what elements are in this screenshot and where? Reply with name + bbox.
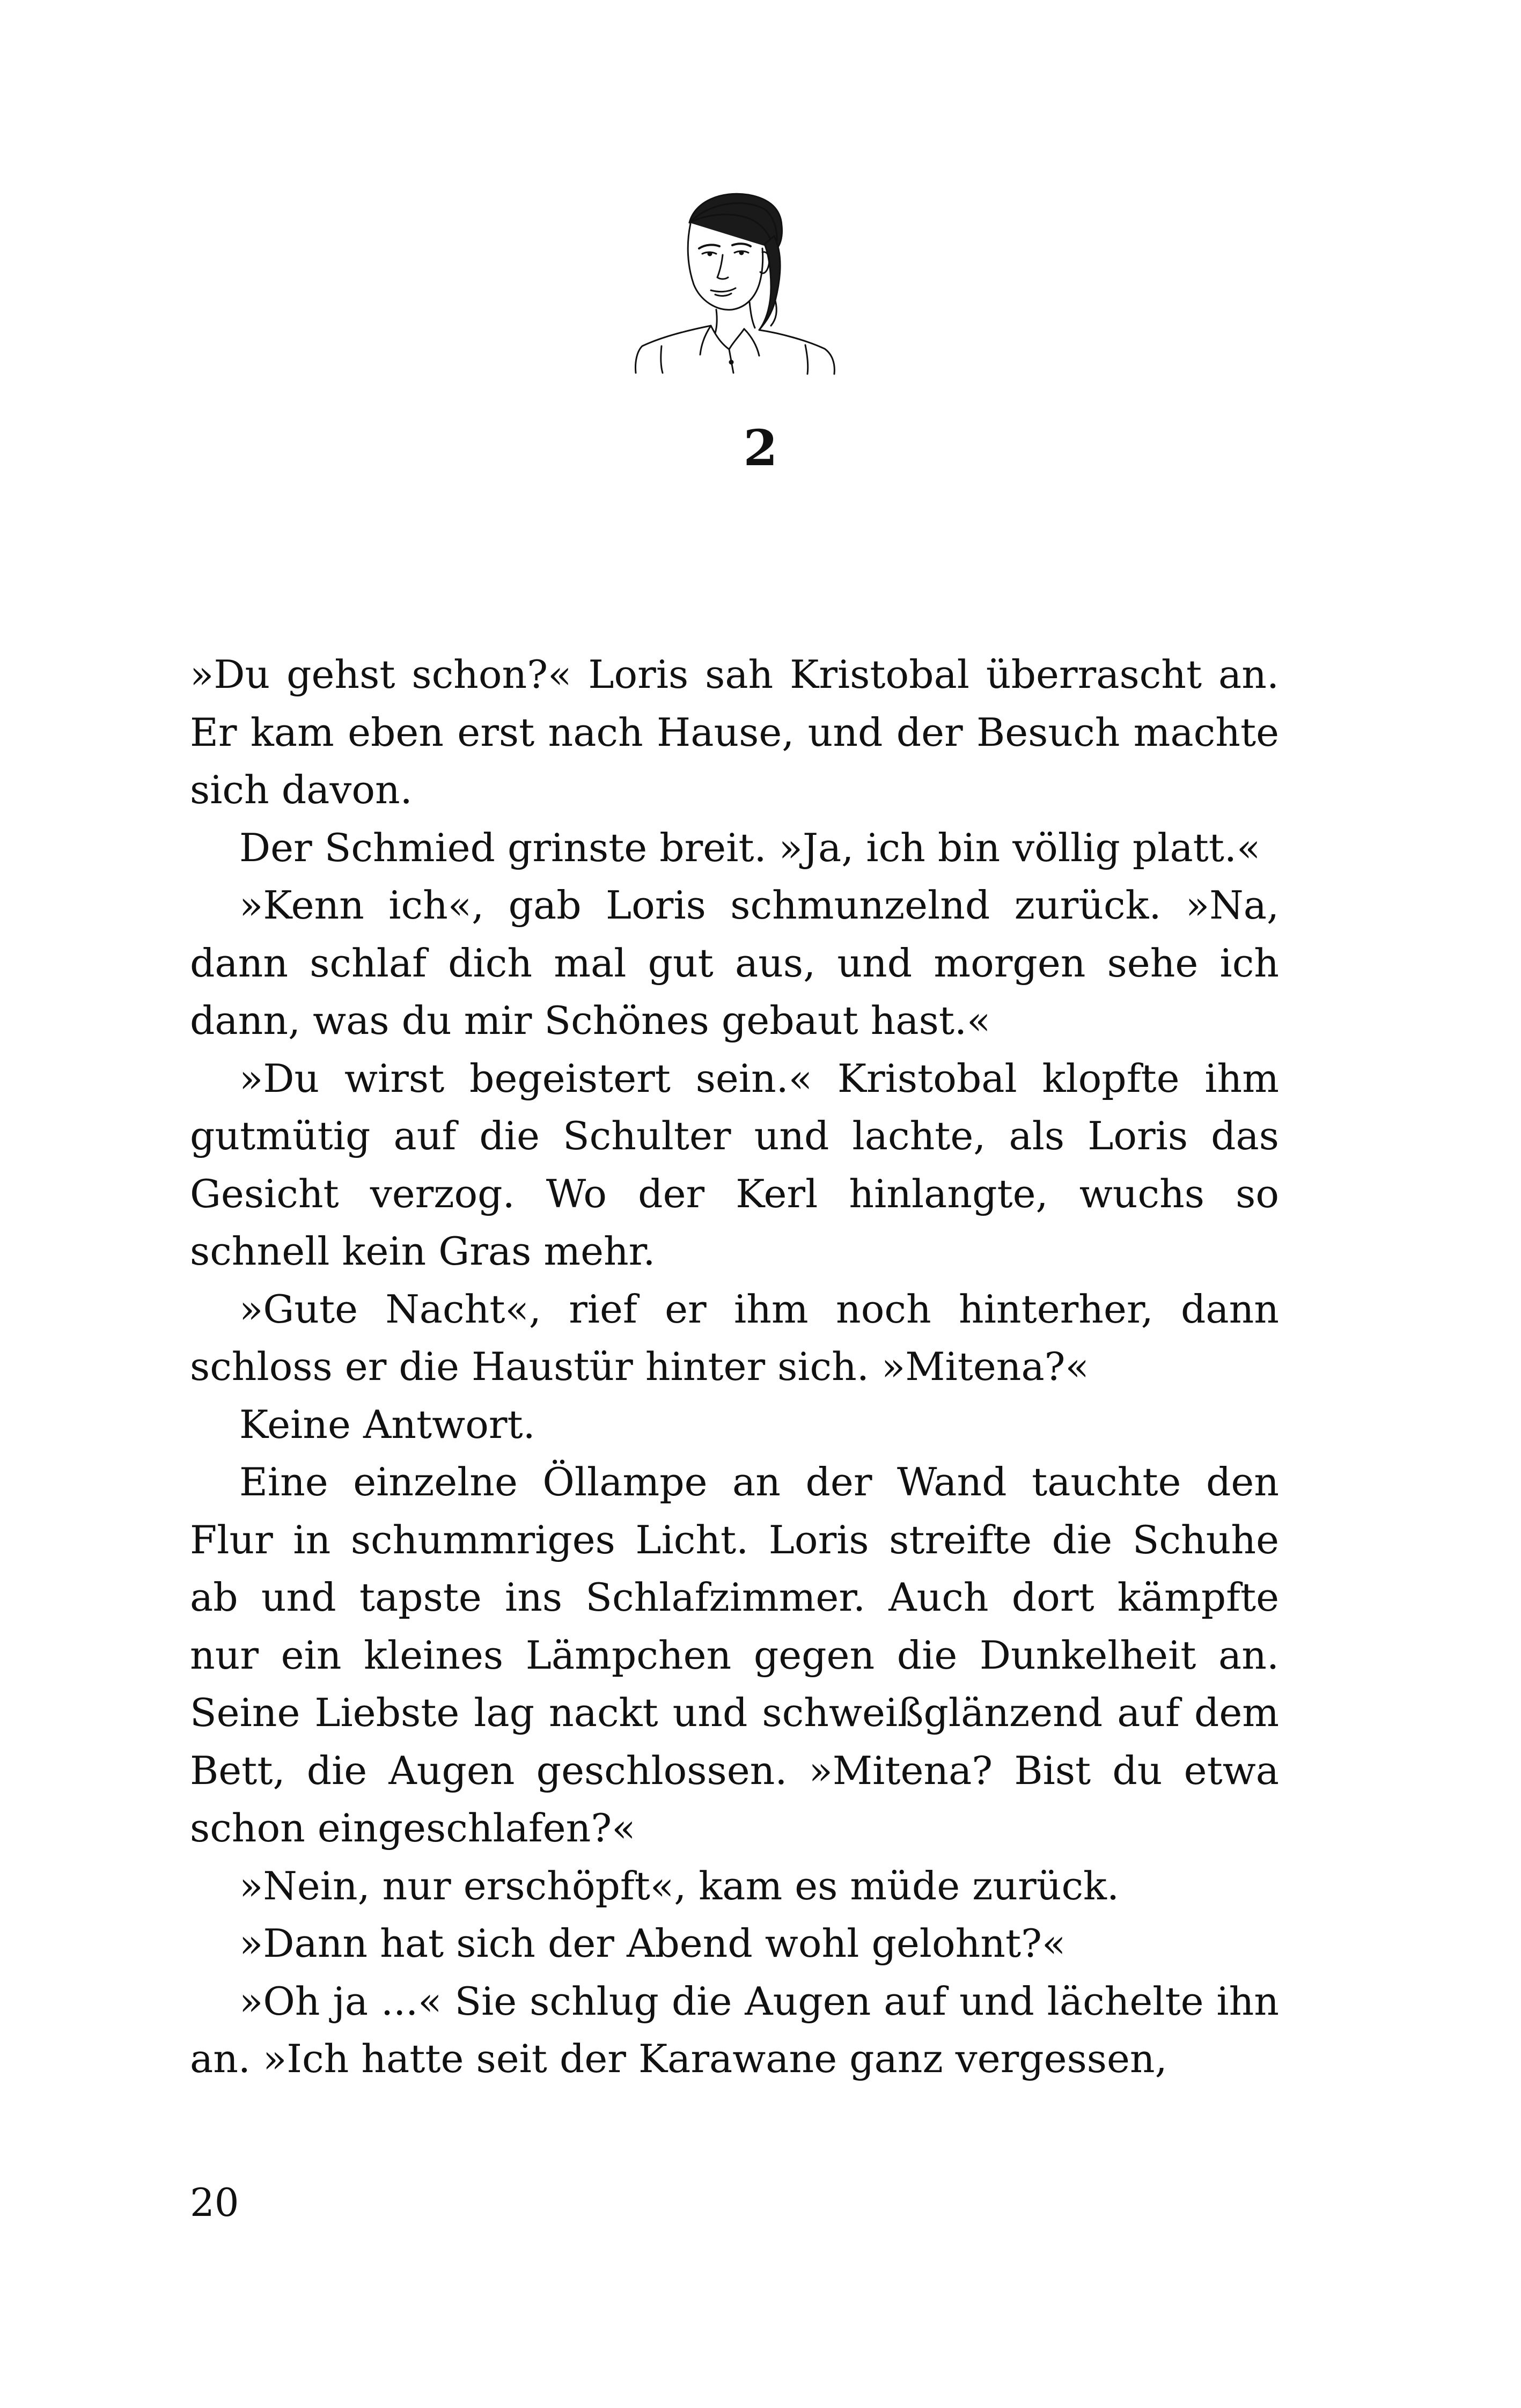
body-text <box>190 647 1279 2089</box>
paragraph: »Oh ja ...« Sie schlug die Augen auf und lächelte ihn an. »Ich hatte seit der Karawane ganz vergessen, <box>190 1979 1279 2082</box>
page-number: 20 <box>190 2180 239 2225</box>
paragraph: »Dann hat sich der Abend wohl gelohnt?« <box>239 1921 1066 1966</box>
paragraph: Keine Antwort. <box>239 1402 535 1448</box>
paragraph: Der Schmied grinste breit. »Ja, ich bin völlig platt.« <box>239 825 1261 871</box>
paragraph: Eine einzelne Öllampe an der Wand tauchte den Flur in schummriges Licht. Loris streifte die Schuhe ab und tapste ins Schlafzimmer. Auch dort kämpfte nur ein kleines Lämpchen gegen die Dunkelheit an. Seine Liebste lag nackt und schweißglänzend auf dem Bett, die Augen geschlossen. »Mitena? Bist du etwa schon eingeschlafen?« <box>190 1460 1279 1851</box>
paragraph: »Gute Nacht«, rief er ihm noch hinterher, dann schloss er die Haustür hinter sich. »Mitena?« <box>190 1287 1279 1390</box>
paragraph: »Du wirst begeistert sein.« Kristobal klopfte ihm gutmütig auf die Schulter und lachte, als Loris das Gesicht verzog. Wo der Kerl hinlangte, wuchs so schnell kein Gras mehr. <box>190 1056 1279 1274</box>
paragraph: »Kenn ich«, gab Loris schmunzelnd zurück. »Na, dann schlaf dich mal gut aus, und morgen sehe ich dann, was du mir Schönes gebaut hast.« <box>190 883 1279 1044</box>
paragraph: »Du gehst schon?« Loris sah Kristobal überrascht an. Er kam eben erst nach Hause, und der Besuch machte sich davon. <box>190 652 1279 813</box>
portrait-sketch-icon <box>630 185 840 384</box>
paragraph: »Nein, nur erschöpft«, kam es müde zurück. <box>239 1863 1120 1909</box>
chapter-number: 2 <box>743 419 778 477</box>
